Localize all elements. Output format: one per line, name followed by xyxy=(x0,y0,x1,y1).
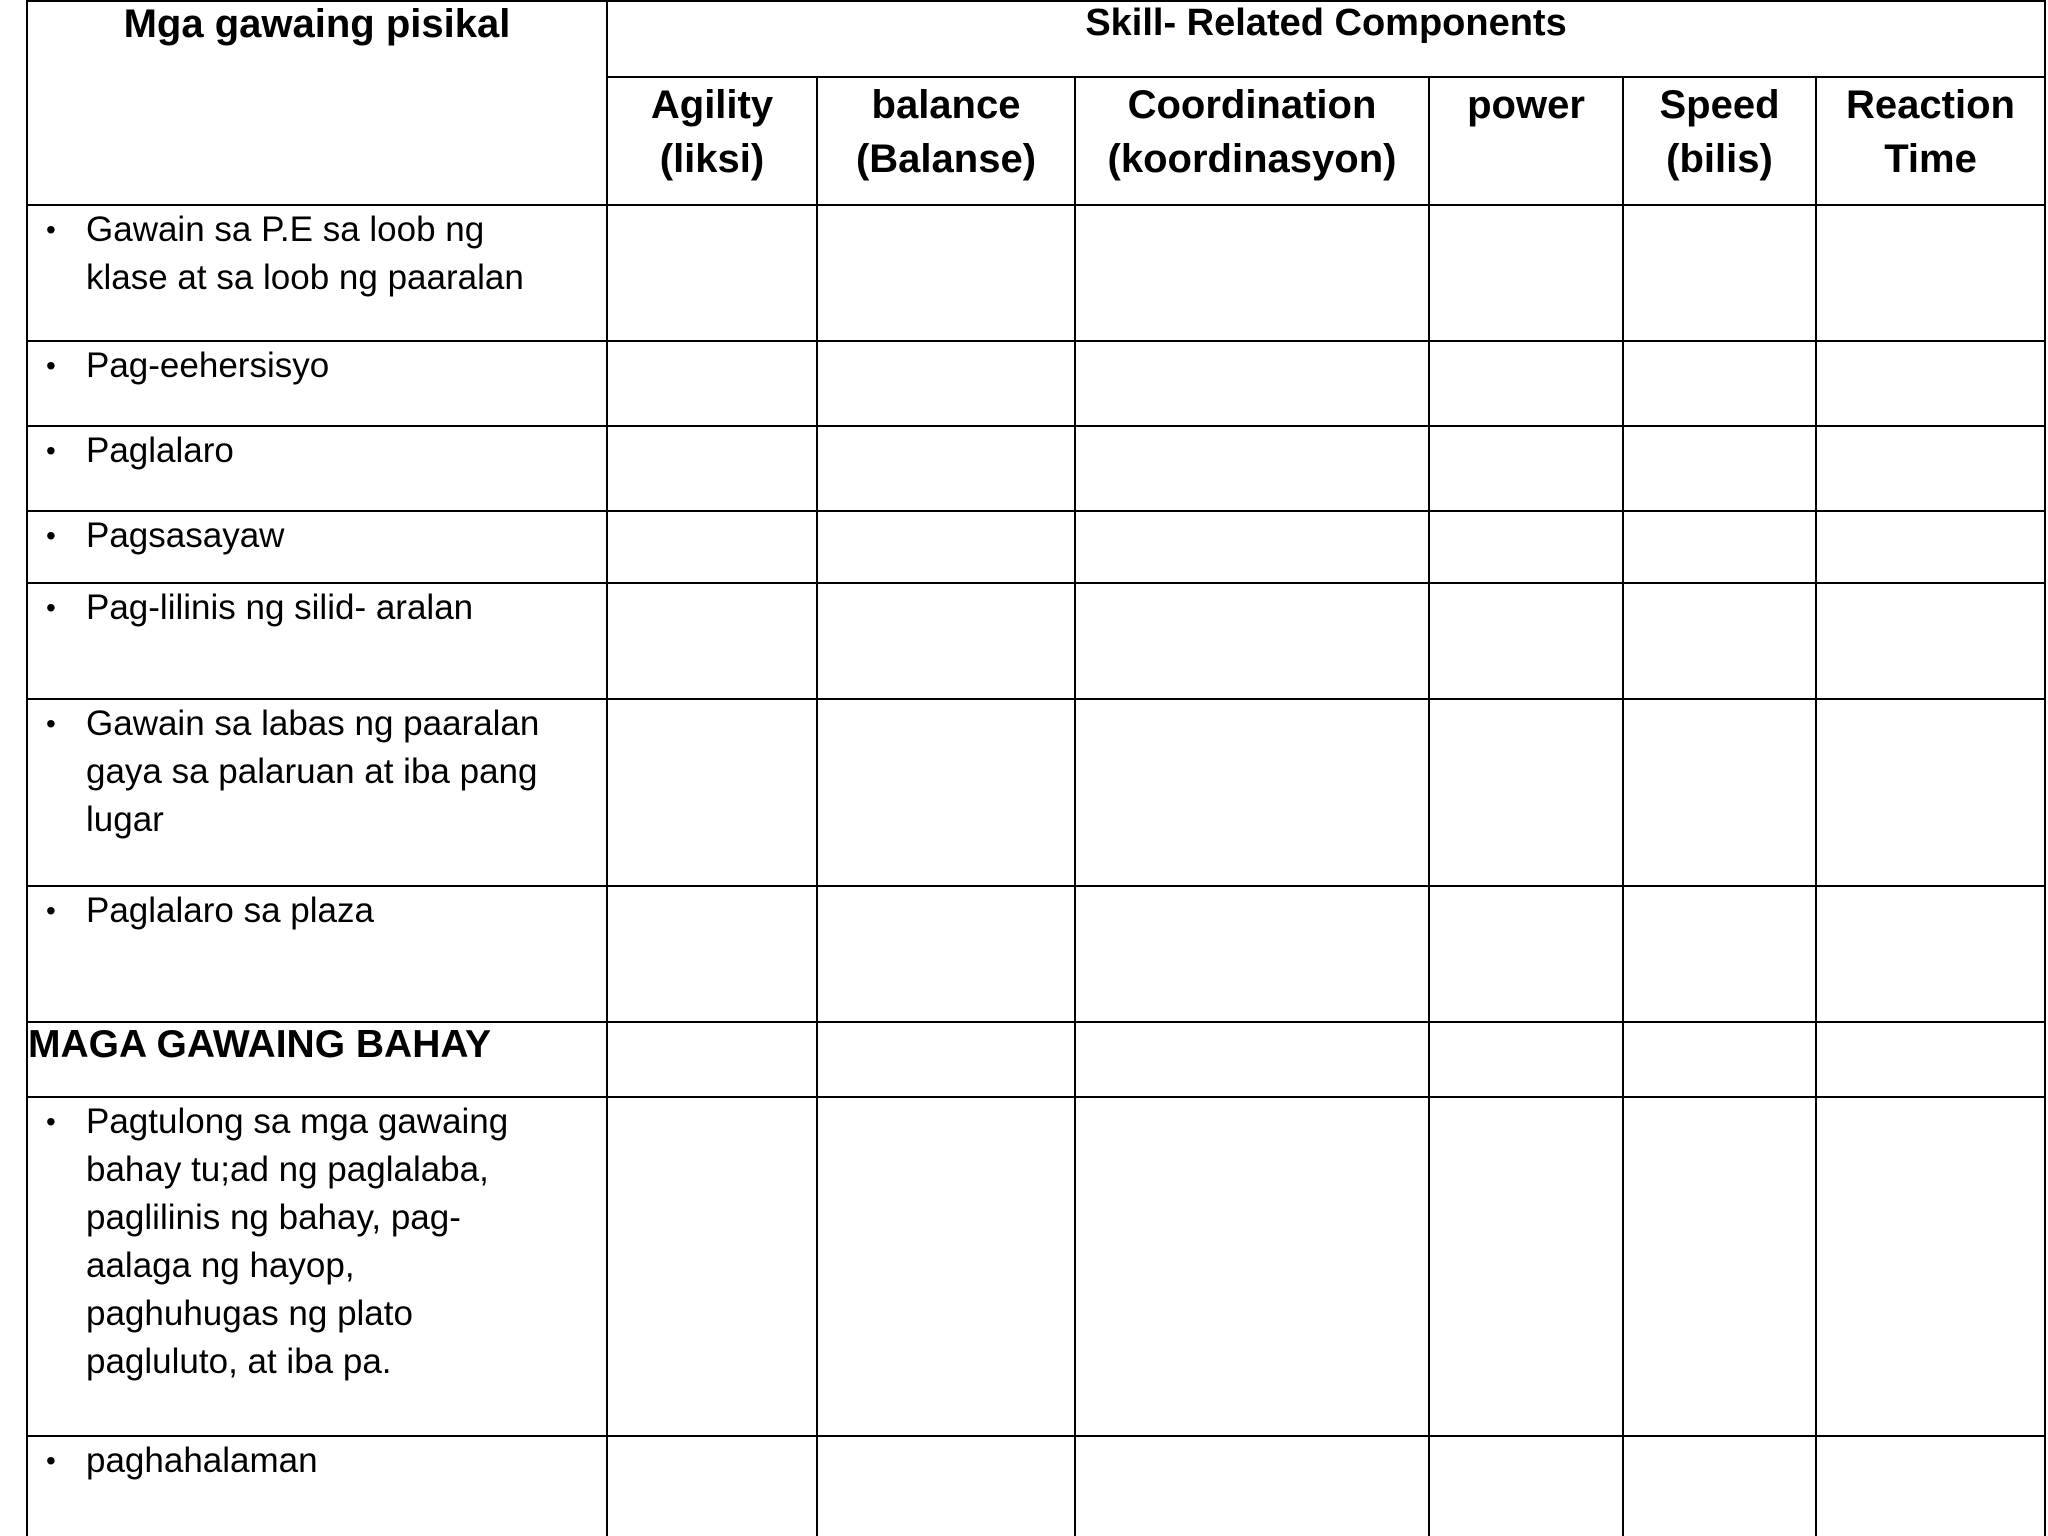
column-header-line: power xyxy=(1467,83,1585,127)
activity-cell xyxy=(27,426,607,511)
blank-answer-cell[interactable] xyxy=(607,1436,817,1536)
activity-cell xyxy=(27,341,607,426)
blank-answer-cell[interactable] xyxy=(817,583,1075,699)
blank-answer-cell[interactable] xyxy=(1816,341,2045,426)
blank-answer-cell[interactable] xyxy=(607,886,817,1022)
blank-answer-cell[interactable] xyxy=(1429,1436,1623,1536)
blank-answer-cell[interactable] xyxy=(1623,699,1816,886)
activity-line: Gawain sa P.E sa loob ng xyxy=(86,210,485,249)
blank-answer-cell[interactable] xyxy=(1816,205,2045,341)
blank-answer-cell[interactable] xyxy=(1816,1097,2045,1436)
bullet-icon: • xyxy=(46,895,56,926)
blank-answer-cell[interactable] xyxy=(607,426,817,511)
blank-answer-cell[interactable] xyxy=(1075,583,1429,699)
blank-answer-cell[interactable] xyxy=(1429,1097,1623,1436)
activity-line: paghuhugas ng plato xyxy=(86,1294,413,1333)
activity-line: bahay tu;ad ng paglalaba, xyxy=(86,1150,489,1189)
blank-answer-cell[interactable] xyxy=(817,511,1075,583)
column-header-line: Reaction xyxy=(1846,83,2015,127)
blank-answer-cell[interactable] xyxy=(1816,886,2045,1022)
blank-answer-cell[interactable] xyxy=(817,886,1075,1022)
blank-answer-cell[interactable] xyxy=(607,1022,817,1097)
column-header-line: Speed xyxy=(1659,83,1780,127)
activity-line: paghahalaman xyxy=(86,1441,318,1480)
blank-answer-cell[interactable] xyxy=(1075,426,1429,511)
blank-answer-cell[interactable] xyxy=(1816,583,2045,699)
activity-label xyxy=(86,1437,606,1485)
list-item xyxy=(28,1098,606,1386)
column-header-line: (Balanse) xyxy=(855,137,1037,181)
activities-column-header: Mga gawaing pisikal xyxy=(27,1,607,205)
activity-line: klase at sa loob ng paaralan xyxy=(86,258,524,297)
column-header-line: balance xyxy=(871,83,1021,127)
bullet-icon: • xyxy=(46,520,56,551)
blank-answer-cell[interactable] xyxy=(607,583,817,699)
list-item xyxy=(28,700,606,844)
activity-cell xyxy=(27,886,607,1022)
blank-answer-cell[interactable] xyxy=(1816,426,2045,511)
list-item xyxy=(28,342,606,390)
activity-cell xyxy=(27,1436,607,1536)
section-row xyxy=(27,1022,2045,1097)
activity-line: pagluluto, at iba pa. xyxy=(86,1342,392,1381)
blank-answer-cell[interactable] xyxy=(1623,886,1816,1022)
activity-line: gaya sa palaruan at iba pang xyxy=(86,752,538,791)
table-row xyxy=(27,699,2045,886)
blank-answer-cell[interactable] xyxy=(817,1097,1075,1436)
table-row xyxy=(27,1097,2045,1436)
blank-answer-cell[interactable] xyxy=(1429,511,1623,583)
table-row xyxy=(27,886,2045,1022)
table-row xyxy=(27,205,2045,341)
activity-label xyxy=(86,584,606,632)
blank-answer-cell[interactable] xyxy=(1816,1436,2045,1536)
list-item xyxy=(28,427,606,475)
blank-answer-cell[interactable] xyxy=(817,699,1075,886)
column-header-power xyxy=(1429,77,1623,205)
column-header-balance xyxy=(817,77,1075,205)
table-body xyxy=(27,205,2045,1536)
activity-line: Pag-eehersisyo xyxy=(86,346,330,385)
blank-answer-cell[interactable] xyxy=(1075,1022,1429,1097)
table-row xyxy=(27,426,2045,511)
list-item xyxy=(28,1437,606,1485)
blank-answer-cell[interactable] xyxy=(1623,426,1816,511)
blank-answer-cell[interactable] xyxy=(1429,426,1623,511)
blank-answer-cell[interactable] xyxy=(1429,699,1623,886)
blank-answer-cell[interactable] xyxy=(1075,886,1429,1022)
activity-line: lugar xyxy=(86,800,164,839)
blank-answer-cell[interactable] xyxy=(1816,511,2045,583)
list-item xyxy=(28,584,606,632)
blank-answer-cell[interactable] xyxy=(1075,205,1429,341)
activity-cell xyxy=(27,205,607,341)
activity-cell xyxy=(27,511,607,583)
column-header-line: Time xyxy=(1884,137,1977,181)
blank-answer-cell[interactable] xyxy=(1623,205,1816,341)
blank-answer-cell[interactable] xyxy=(1429,1022,1623,1097)
bullet-icon: • xyxy=(46,592,56,623)
column-header-coordination xyxy=(1075,77,1429,205)
activity-cell xyxy=(27,1097,607,1436)
blank-answer-cell[interactable] xyxy=(1429,583,1623,699)
activity-cell xyxy=(27,699,607,886)
column-header-line: Agility xyxy=(650,83,774,127)
activity-label xyxy=(86,512,606,560)
blank-answer-cell[interactable] xyxy=(1623,1022,1816,1097)
blank-answer-cell[interactable] xyxy=(607,1097,817,1436)
column-header-line: (liksi) xyxy=(659,137,765,181)
table-row xyxy=(27,341,2045,426)
blank-answer-cell[interactable] xyxy=(1429,886,1623,1022)
blank-answer-cell[interactable] xyxy=(1623,583,1816,699)
bullet-icon: • xyxy=(46,1106,56,1137)
blank-answer-cell[interactable] xyxy=(607,341,817,426)
blank-answer-cell[interactable] xyxy=(1075,699,1429,886)
blank-answer-cell[interactable] xyxy=(817,1436,1075,1536)
activity-line: Paglalaro sa plaza xyxy=(86,891,374,930)
activity-label xyxy=(86,427,606,475)
blank-answer-cell[interactable] xyxy=(1816,1022,2045,1097)
blank-answer-cell[interactable] xyxy=(1075,341,1429,426)
column-header-agility xyxy=(607,77,817,205)
column-header-line: Coordination xyxy=(1127,83,1377,127)
activity-line: Pagtulong sa mga gawaing xyxy=(86,1102,509,1141)
blank-answer-cell[interactable] xyxy=(817,341,1075,426)
activity-label xyxy=(86,700,606,844)
column-header-reaction-time xyxy=(1816,77,2045,205)
bullet-icon: • xyxy=(46,214,56,245)
blank-answer-cell[interactable] xyxy=(817,426,1075,511)
blank-answer-cell[interactable] xyxy=(607,205,817,341)
activity-line: Gawain sa labas ng paaralan xyxy=(86,704,540,743)
activity-label xyxy=(86,342,606,390)
blank-answer-cell[interactable] xyxy=(1623,1436,1816,1536)
table-row xyxy=(27,511,2045,583)
blank-answer-cell[interactable] xyxy=(1075,1097,1429,1436)
blank-answer-cell[interactable] xyxy=(1075,511,1429,583)
activity-label xyxy=(86,206,606,302)
blank-answer-cell[interactable] xyxy=(1429,205,1623,341)
blank-answer-cell[interactable] xyxy=(1429,341,1623,426)
bullet-icon: • xyxy=(46,1445,56,1476)
table-row xyxy=(27,583,2045,699)
blank-answer-cell[interactable] xyxy=(1623,511,1816,583)
column-header-line: (koordinasyon) xyxy=(1107,137,1397,181)
list-item xyxy=(28,206,606,302)
table-row xyxy=(27,1436,2045,1536)
skill-components-table xyxy=(26,0,2046,1536)
activity-line: aalaga ng hayop, xyxy=(86,1246,355,1285)
blank-answer-cell[interactable] xyxy=(1623,1097,1816,1436)
bullet-icon: • xyxy=(46,435,56,466)
section-heading: MAGA GAWAING BAHAY xyxy=(27,1022,607,1097)
activity-line: Pag-lilinis ng silid- aralan xyxy=(86,588,474,627)
list-item xyxy=(28,887,606,935)
blank-answer-cell[interactable] xyxy=(607,511,817,583)
column-header-speed xyxy=(1623,77,1816,205)
blank-answer-cell[interactable] xyxy=(1623,341,1816,426)
bullet-icon: • xyxy=(46,350,56,381)
activity-line: Pagsasayaw xyxy=(86,516,285,555)
skill-related-components-header: Skill- Related Components xyxy=(607,1,2045,77)
blank-answer-cell[interactable] xyxy=(607,699,817,886)
activity-label xyxy=(86,1098,606,1386)
column-header-line: (bilis) xyxy=(1666,137,1773,181)
list-item xyxy=(28,512,606,560)
blank-answer-cell[interactable] xyxy=(1075,1436,1429,1536)
activity-line: Paglalaro xyxy=(86,431,234,470)
blank-answer-cell[interactable] xyxy=(817,205,1075,341)
activity-line: paglilinis ng bahay, pag- xyxy=(86,1198,461,1237)
activity-label xyxy=(86,887,606,935)
bullet-icon: • xyxy=(46,708,56,739)
blank-answer-cell[interactable] xyxy=(1816,699,2045,886)
blank-answer-cell[interactable] xyxy=(817,1022,1075,1097)
activity-cell xyxy=(27,583,607,699)
